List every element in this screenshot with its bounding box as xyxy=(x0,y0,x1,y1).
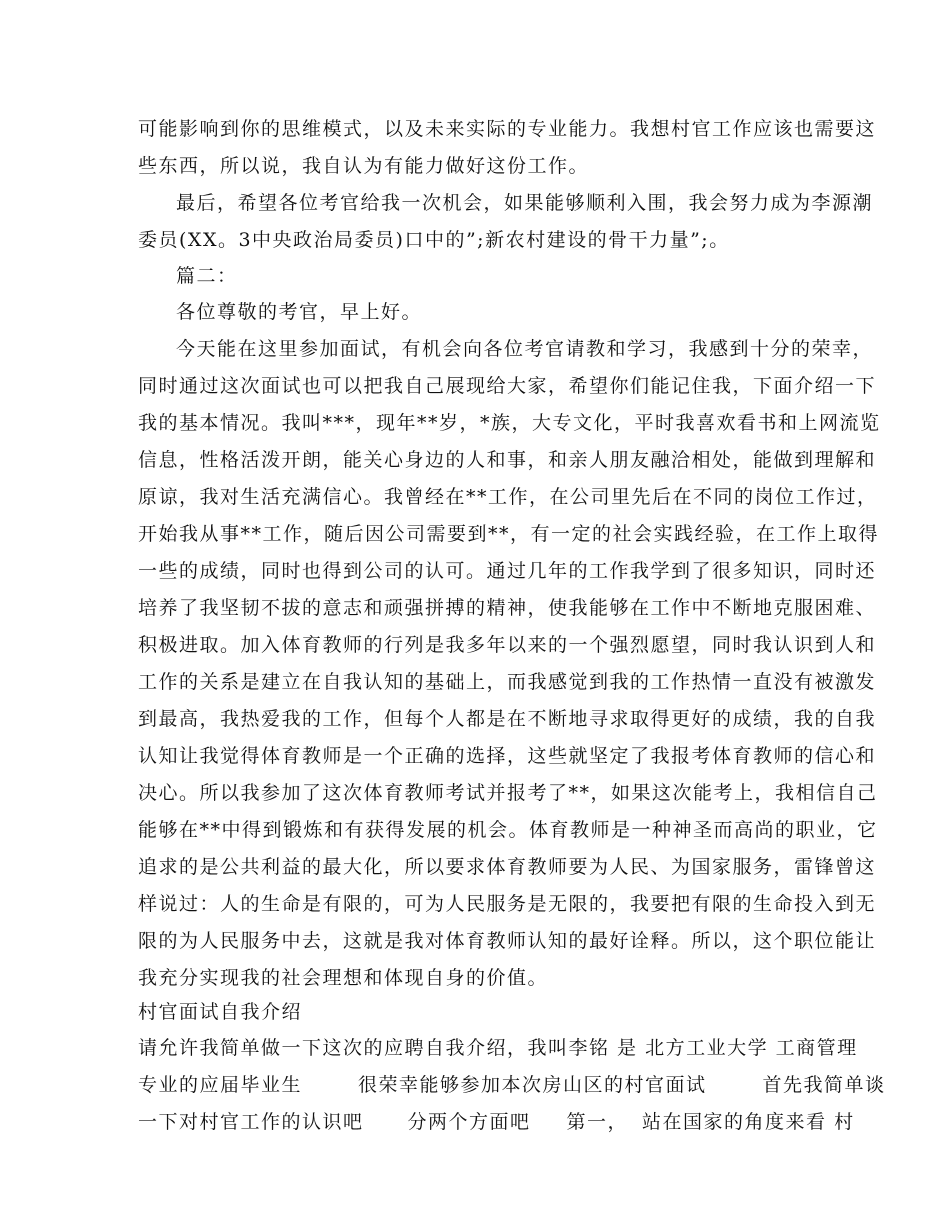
paragraph-line: 认知让我觉得体育教师是一个正确的选择，这些就坚定了我报考体育教师的信心和 xyxy=(138,745,877,767)
text-segment: 站在国家的角度来看 村 xyxy=(642,1111,855,1133)
paragraph-line: 追求的是公共利益的最大化，所以要求体育教师要为人民、为国家服务，雷锋曾这 xyxy=(138,856,877,878)
paragraph-line: 我充分实现我的社会理想和体现自身的价值。 xyxy=(138,967,549,989)
text-segment: 专业的应届毕业生 xyxy=(138,1074,303,1096)
paragraph-line: 今天能在这里参加面试，有机会向各位考官请教和学习，我感到十分的荣幸， xyxy=(176,338,874,360)
paragraph-line: 限的为人民服务中去，这就是我对体育教师认知的最好诠释。所以，这个职位能让 xyxy=(138,930,877,952)
text-segment: 分两个方面吧 xyxy=(407,1111,531,1133)
section-heading: 篇二： xyxy=(176,265,238,287)
text-segment: 第一， xyxy=(566,1111,629,1133)
paragraph-line: 培养了我坚韧不拔的意志和顽强拼搏的精神，使我能够在工作中不断地克服困难、 xyxy=(138,597,877,619)
paragraph-line: 同时通过这次面试也可以把我自己展现给大家，希望你们能记住我，下面介绍一下 xyxy=(138,375,877,397)
paragraph-line: 些东西，所以说，我自认为有能力做好这份工作。 xyxy=(138,155,590,177)
paragraph-line: 委员(XX。3中央政治局委员)口中的”;新农村建设的骨干力量”;。 xyxy=(138,229,730,251)
greeting-line: 各位尊敬的考官，早上好。 xyxy=(176,301,423,323)
paragraph-line: 能够在**中得到锻炼和有获得发展的机会。体育教师是一种神圣而高尚的职业，它 xyxy=(138,819,878,841)
paragraph-line: 可能影响到你的思维模式，以及未来实际的专业能力。我想村官工作应该也需要这 xyxy=(138,118,877,140)
paragraph-line: 请允许我简单做一下这次的应聘自我介绍，我叫李铭 是 北方工业大学 工商管理 xyxy=(138,1037,858,1059)
paragraph-line: 一些的成绩，同时也得到公司的认可。通过几年的工作我学到了很多知识，同时还 xyxy=(138,560,877,582)
paragraph-line: 原谅，我对生活充满信心。我曾经在**工作，在公司里先后在不同的岗位工作过， xyxy=(138,486,878,508)
paragraph-line: 信息，性格活泼开朗，能关心身边的人和事，和亲人朋友融洽相处，能做到理解和 xyxy=(138,449,877,471)
paragraph-line: 积极进取。加入体育教师的行列是我多年以来的一个强烈愿望，同时我认识到人和 xyxy=(138,634,877,656)
text-segment: 很荣幸能够参加本次房山区的村官面试 xyxy=(358,1074,707,1096)
paragraph-line-spaced xyxy=(138,1073,886,1097)
paragraph-line: 决心。所以我参加了这次体育教师考试并报考了**，如果这次能考上，我相信自己 xyxy=(138,782,878,804)
paragraph-line: 工作的关系是建立在自我认知的基础上，而我感觉到我的工作热情一直没有被激发 xyxy=(138,671,877,693)
article-title: 村官面试自我介绍 xyxy=(138,1001,303,1023)
paragraph-line: 样说过：人的生命是有限的，可为人民服务是无限的，我要把有限的生命投入到无 xyxy=(138,893,877,915)
paragraph-line: 开始我从事**工作，随后因公司需要到**，有一定的社会实践经验，在工作上取得 xyxy=(138,523,880,545)
paragraph-line: 到最高，我热爱我的工作，但每个人都是在不断地寻求取得更好的成绩，我的自我 xyxy=(138,708,877,730)
paragraph-line-spaced xyxy=(138,1110,855,1134)
text-segment: 首先我简单谈 xyxy=(762,1074,886,1096)
text-segment: 一下对村官工作的认识吧 xyxy=(138,1111,364,1133)
paragraph-line: 最后，希望各位考官给我一次机会，如果能够顺利入围，我会努力成为李源潮 xyxy=(176,192,874,214)
paragraph-line: 我的基本情况。我叫***，现年**岁，*族，大专文化，平时我喜欢看书和上网流览 xyxy=(138,412,881,434)
